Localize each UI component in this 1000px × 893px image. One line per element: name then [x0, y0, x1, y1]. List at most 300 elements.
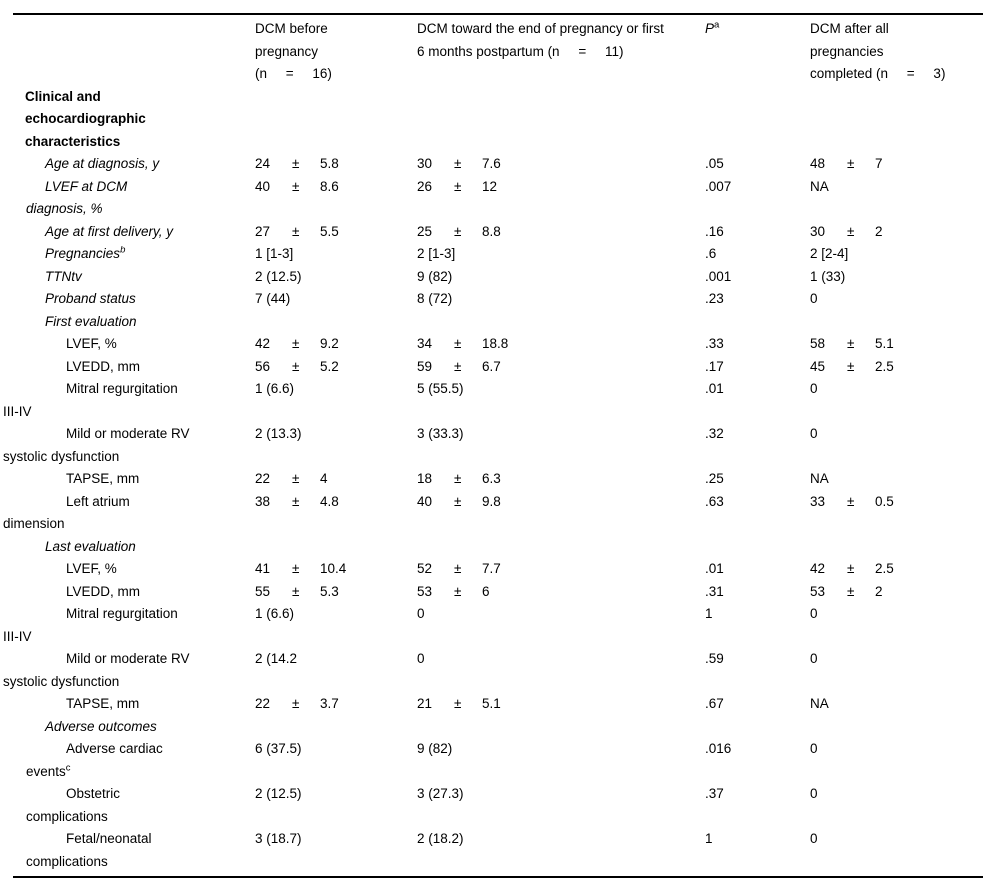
value-dcm-before-line — [255, 311, 415, 334]
value-dcm-after — [808, 378, 1000, 401]
header-line: pregnancy — [255, 43, 319, 59]
value-mean: 42 — [255, 336, 271, 351]
value-dcm-after — [808, 581, 1000, 604]
value-text: 9 (82) — [417, 268, 453, 284]
value-dcm-end — [415, 693, 703, 716]
value-dcm-end-line — [417, 243, 703, 266]
row-label — [0, 581, 253, 604]
plus-minus-symbol: ± — [454, 156, 462, 171]
value-dcm-after — [808, 288, 1000, 311]
value-text: 0 — [810, 291, 818, 306]
p-footnote-marker: a — [714, 19, 720, 31]
value-dcm-after — [808, 468, 1000, 491]
header-line: completed (n = 3) — [810, 66, 946, 81]
value-dcm-before — [253, 581, 415, 604]
p-value — [703, 783, 808, 806]
table-row — [0, 491, 1000, 536]
value-dcm-before-line — [255, 581, 415, 604]
row-label — [0, 536, 253, 559]
value-dcm-end — [415, 536, 703, 559]
value-dcm-end — [415, 491, 703, 514]
value-dcm-end — [415, 558, 703, 581]
row-label-line: LVEF, % — [66, 561, 117, 576]
value-sd: 7 — [875, 156, 883, 171]
value-dcm-end-line — [417, 716, 703, 739]
value-dcm-after-line — [810, 311, 1000, 334]
row-label-line: III-IV — [3, 403, 32, 419]
value-mean: 52 — [417, 561, 433, 576]
p-value — [703, 716, 808, 739]
value-dcm-after-line — [810, 536, 1000, 559]
p-label: P — [705, 21, 715, 36]
value-dcm-before-line — [255, 693, 415, 716]
table-body — [0, 86, 1000, 874]
p-value — [703, 423, 808, 446]
row-label-line: Mitral regurgitation — [66, 381, 178, 396]
p-value — [703, 468, 808, 491]
table-row — [0, 221, 1000, 244]
value-dcm-end-line — [417, 378, 703, 401]
value-dcm-before — [253, 738, 415, 761]
p-value — [703, 266, 808, 289]
plus-minus-symbol: ± — [292, 336, 300, 351]
p-value-line: .01 — [705, 381, 724, 396]
value-sd: 18.8 — [482, 336, 509, 351]
row-label — [0, 153, 253, 176]
value-text: 2 (12.5) — [255, 786, 302, 801]
value-text: 2 (18.2) — [417, 831, 464, 846]
value-dcm-end — [415, 221, 703, 244]
value-dcm-after-line — [810, 738, 1000, 761]
value-dcm-before — [253, 221, 415, 244]
value-sd: 12 — [482, 178, 498, 194]
value-dcm-after-line — [810, 828, 1000, 851]
value-sd: 2.5 — [875, 561, 894, 576]
value-dcm-end-line — [417, 356, 703, 379]
value-dcm-end — [415, 603, 703, 626]
value-text: 3 (18.7) — [255, 831, 302, 846]
value-dcm-after — [808, 423, 1000, 446]
header-line: DCM after all — [810, 21, 889, 36]
value-text: 0 — [810, 741, 818, 756]
value-dcm-after-line — [810, 558, 1000, 581]
value-sd: 3.7 — [320, 696, 339, 711]
p-value — [703, 536, 808, 559]
value-dcm-after — [808, 536, 1000, 559]
plus-minus-symbol: ± — [847, 336, 855, 351]
table-row — [0, 716, 1000, 739]
header-col-dcm-after-pregnancies — [808, 18, 1000, 86]
value-dcm-before — [253, 491, 415, 514]
value-dcm-end-line — [417, 693, 703, 716]
p-value-line: .33 — [705, 336, 724, 351]
value-dcm-before — [253, 558, 415, 581]
value-dcm-before-line — [255, 828, 415, 851]
row-label-line: echocardiographic — [25, 111, 146, 126]
row-label-line: characteristics — [25, 133, 121, 149]
value-sd: 6.3 — [482, 471, 501, 486]
value-dcm-end-line — [417, 828, 703, 851]
value-mean: 22 — [255, 471, 271, 486]
table-row — [0, 558, 1000, 581]
row-label-line: events$^c$ — [26, 762, 71, 779]
p-value — [703, 176, 808, 199]
value-dcm-end — [415, 828, 703, 851]
header-line: 6 months postpartum (n = 11) — [417, 43, 624, 59]
value-dcm-before — [253, 288, 415, 311]
table-row — [0, 311, 1000, 334]
value-dcm-end — [415, 738, 703, 761]
value-dcm-after-line — [810, 176, 1000, 199]
row-label — [0, 738, 253, 783]
value-dcm-before — [253, 716, 415, 739]
value-mean: 40 — [255, 178, 271, 194]
p-value-line: .63 — [705, 493, 724, 509]
p-value — [703, 153, 808, 176]
value-text: 0 — [810, 606, 818, 621]
value-dcm-end-line — [417, 333, 703, 356]
value-text: 2 [2-4] — [810, 246, 849, 261]
p-value — [703, 603, 808, 626]
p-value — [703, 356, 808, 379]
value-mean: 58 — [810, 336, 826, 351]
value-dcm-after — [808, 333, 1000, 356]
p-value — [703, 828, 808, 851]
row-label-line: Proband status — [45, 291, 136, 306]
value-dcm-end — [415, 311, 703, 334]
p-value — [703, 86, 808, 109]
p-value — [703, 221, 808, 244]
value-text: 2 (12.5) — [255, 268, 302, 284]
value-text: 2 [1-3] — [417, 246, 456, 261]
value-dcm-before-line — [255, 176, 415, 199]
value-dcm-before — [253, 266, 415, 289]
p-value — [703, 243, 808, 266]
value-dcm-end-line — [417, 266, 703, 289]
value-dcm-after — [808, 243, 1000, 266]
row-label-line: systolic dysfunction — [3, 448, 120, 464]
row-label-line: complications — [26, 853, 108, 869]
value-dcm-end-line — [417, 423, 703, 446]
value-mean: 59 — [417, 358, 433, 374]
value-sd: 5.8 — [320, 156, 339, 171]
value-dcm-after — [808, 693, 1000, 716]
p-value-line: .01 — [705, 561, 724, 576]
value-dcm-before-line — [255, 243, 415, 266]
row-label-line: TAPSE, mm — [66, 471, 140, 486]
table-row — [0, 356, 1000, 379]
value-dcm-before-line — [255, 423, 415, 446]
value-dcm-after-line — [810, 603, 1000, 626]
value-mean: 30 — [810, 223, 826, 239]
value-sd: 8.8 — [482, 223, 501, 239]
table-row — [0, 423, 1000, 468]
value-dcm-before — [253, 378, 415, 401]
value-dcm-before — [253, 86, 415, 109]
value-text: 2 (14.2 — [255, 651, 298, 666]
value-dcm-after-line — [810, 153, 1000, 176]
value-dcm-before-line — [255, 738, 415, 761]
row-label — [0, 311, 253, 334]
value-sd: 2 — [875, 583, 883, 599]
value-dcm-end — [415, 266, 703, 289]
row-label — [0, 603, 253, 648]
p-value-line: .007 — [705, 178, 732, 194]
value-dcm-before — [253, 333, 415, 356]
row-label-line: Left atrium — [66, 493, 130, 509]
table-header-row — [0, 18, 1000, 86]
value-mean: 34 — [417, 336, 433, 351]
p-value-line: .25 — [705, 471, 724, 486]
value-dcm-end-line — [417, 311, 703, 334]
value-text: 0 — [810, 381, 818, 396]
row-label-line: systolic dysfunction — [3, 673, 120, 689]
row-label-line: Obstetric — [66, 786, 121, 801]
table-top-rule — [13, 13, 983, 15]
plus-minus-symbol: ± — [847, 223, 855, 239]
table-row — [0, 176, 1000, 221]
row-label-line: Pregnancies$^b$ — [45, 244, 126, 261]
header-line: (n = 16) — [255, 66, 332, 81]
value-text: 1 (6.6) — [255, 606, 295, 621]
value-dcm-after — [808, 86, 1000, 109]
row-label — [0, 783, 253, 828]
value-dcm-before — [253, 648, 415, 671]
p-value-line — [705, 86, 808, 109]
value-mean: 42 — [810, 561, 826, 576]
value-mean: 27 — [255, 223, 271, 239]
value-dcm-after-line — [810, 288, 1000, 311]
row-label-line: TAPSE, mm — [66, 696, 140, 711]
value-dcm-end — [415, 783, 703, 806]
value-dcm-after — [808, 356, 1000, 379]
value-text: 1 (33) — [810, 268, 846, 284]
row-label-line: Age at first delivery, y — [45, 223, 174, 239]
row-label — [0, 648, 253, 693]
row-label — [0, 491, 253, 536]
plus-minus-symbol: ± — [454, 178, 462, 194]
table-row — [0, 536, 1000, 559]
row-label — [0, 693, 253, 716]
table-row — [0, 288, 1000, 311]
p-value-line: 1 — [705, 606, 713, 621]
value-dcm-after-line — [810, 491, 1000, 514]
table-row — [0, 603, 1000, 648]
row-label — [0, 333, 253, 356]
table-row — [0, 828, 1000, 873]
row-label — [0, 423, 253, 468]
p-value — [703, 581, 808, 604]
value-text: 3 (27.3) — [417, 786, 464, 801]
value-text: 3 (33.3) — [417, 426, 464, 441]
row-label-line: First evaluation — [45, 313, 137, 329]
table-bottom-rule — [13, 876, 983, 878]
value-dcm-before — [253, 423, 415, 446]
p-value-line: .05 — [705, 156, 724, 171]
value-dcm-before-line — [255, 153, 415, 176]
footnote-marker: c — [65, 762, 71, 773]
value-text: NA — [810, 696, 829, 711]
value-dcm-after — [808, 491, 1000, 514]
p-value — [703, 333, 808, 356]
p-value — [703, 491, 808, 514]
row-label — [0, 558, 253, 581]
value-dcm-end-line — [417, 491, 703, 514]
value-dcm-after-line — [810, 648, 1000, 671]
row-label — [0, 716, 253, 739]
value-text: 5 (55.5) — [417, 381, 464, 396]
value-dcm-end — [415, 176, 703, 199]
value-dcm-after — [808, 176, 1000, 199]
value-dcm-end — [415, 581, 703, 604]
p-value-line: .59 — [705, 651, 724, 666]
value-dcm-after-line — [810, 783, 1000, 806]
value-sd: 10.4 — [320, 561, 347, 576]
value-mean: 21 — [417, 696, 433, 711]
table-row — [0, 266, 1000, 289]
value-mean: 56 — [255, 358, 271, 374]
value-dcm-after-line — [810, 356, 1000, 379]
value-dcm-after — [808, 648, 1000, 671]
value-dcm-before-line — [255, 716, 415, 739]
row-label-line: diagnosis, % — [26, 201, 103, 216]
value-text: 2 (13.3) — [255, 426, 302, 441]
plus-minus-symbol: ± — [454, 223, 462, 239]
value-dcm-before-line — [255, 356, 415, 379]
value-text: 6 (37.5) — [255, 741, 302, 756]
value-dcm-after — [808, 311, 1000, 334]
table-row — [0, 783, 1000, 828]
row-label-line: LVEDD, mm — [66, 583, 141, 599]
value-dcm-after — [808, 221, 1000, 244]
value-dcm-before-line — [255, 378, 415, 401]
plus-minus-symbol: ± — [847, 156, 855, 171]
value-text: 0 — [417, 606, 425, 621]
header-line: DCM toward the end of pregnancy or first — [417, 21, 664, 36]
table-row — [0, 153, 1000, 176]
table — [0, 18, 1000, 873]
p-value — [703, 648, 808, 671]
p-value-line — [705, 716, 808, 739]
value-dcm-end-line — [417, 648, 703, 671]
row-label-line: Last evaluation — [45, 538, 136, 554]
row-label-line: Adverse cardiac — [66, 741, 163, 756]
p-value — [703, 311, 808, 334]
value-dcm-before — [253, 468, 415, 491]
value-dcm-after — [808, 153, 1000, 176]
row-label — [0, 468, 253, 491]
value-dcm-end — [415, 716, 703, 739]
value-text: 0 — [810, 426, 818, 441]
value-dcm-end-line — [417, 536, 703, 559]
plus-minus-symbol: ± — [292, 583, 300, 599]
row-label — [0, 176, 253, 221]
value-dcm-before — [253, 536, 415, 559]
p-value — [703, 693, 808, 716]
plus-minus-symbol: ± — [454, 493, 462, 509]
value-dcm-before — [253, 176, 415, 199]
value-dcm-after-line — [810, 243, 1000, 266]
plus-minus-symbol: ± — [847, 358, 855, 374]
value-sd: 2.5 — [875, 358, 894, 374]
row-label — [0, 378, 253, 423]
value-text: 1 [1-3] — [255, 246, 294, 261]
value-mean: 45 — [810, 358, 826, 374]
value-dcm-before-line — [255, 221, 415, 244]
value-dcm-end-line — [417, 783, 703, 806]
value-dcm-end-line — [417, 738, 703, 761]
value-mean: 53 — [810, 583, 826, 599]
value-text: 8 (72) — [417, 291, 453, 306]
value-sd: 6.7 — [482, 358, 501, 374]
value-dcm-after-line — [810, 221, 1000, 244]
value-text: 0 — [810, 831, 818, 846]
table-row — [0, 468, 1000, 491]
value-dcm-after-line — [810, 716, 1000, 739]
p-value-line: .32 — [705, 426, 724, 441]
value-mean: 38 — [255, 493, 271, 509]
value-dcm-before-line — [255, 558, 415, 581]
value-dcm-before-line — [255, 603, 415, 626]
value-dcm-before — [253, 828, 415, 851]
value-dcm-after-line — [810, 693, 1000, 716]
value-dcm-end — [415, 86, 703, 109]
value-dcm-after — [808, 266, 1000, 289]
value-sd: 5.1 — [482, 696, 501, 711]
value-sd: 4.8 — [320, 493, 339, 509]
header-line — [705, 18, 808, 41]
p-value-line: .67 — [705, 696, 724, 711]
plus-minus-symbol: ± — [292, 358, 300, 374]
value-dcm-before — [253, 243, 415, 266]
row-label-line: Mild or moderate RV — [66, 426, 190, 441]
value-mean: 25 — [417, 223, 433, 239]
row-label-line: TTNtv — [45, 268, 82, 284]
value-dcm-before-line — [255, 648, 415, 671]
value-dcm-after — [808, 603, 1000, 626]
header-col-dcm-end-of-pregnancy — [415, 18, 703, 63]
value-dcm-end — [415, 243, 703, 266]
value-dcm-before-line — [255, 333, 415, 356]
plus-minus-symbol: ± — [847, 583, 855, 599]
value-sd: 7.7 — [482, 561, 501, 576]
header-line: pregnancies — [810, 43, 884, 59]
value-dcm-end — [415, 288, 703, 311]
value-sd: 8.6 — [320, 178, 339, 194]
row-label-line: complications — [26, 808, 108, 824]
p-value-line: .016 — [705, 741, 732, 756]
row-label-line: LVEF, % — [66, 336, 117, 351]
value-sd: 9.2 — [320, 336, 339, 351]
value-dcm-end-line — [417, 86, 703, 109]
row-label-line: dimension — [3, 516, 65, 531]
plus-minus-symbol: ± — [454, 336, 462, 351]
value-dcm-before — [253, 783, 415, 806]
table-row — [0, 378, 1000, 423]
p-value-line — [705, 311, 808, 334]
value-dcm-before-line — [255, 536, 415, 559]
row-label-line: Fetal/neonatal — [66, 831, 152, 846]
value-mean: 53 — [417, 583, 433, 599]
value-dcm-before — [253, 311, 415, 334]
value-dcm-end — [415, 468, 703, 491]
value-mean: 41 — [255, 561, 271, 576]
row-label — [0, 356, 253, 379]
value-dcm-end — [415, 423, 703, 446]
value-dcm-before — [253, 153, 415, 176]
plus-minus-symbol: ± — [454, 561, 462, 576]
plus-minus-symbol: ± — [292, 223, 300, 239]
